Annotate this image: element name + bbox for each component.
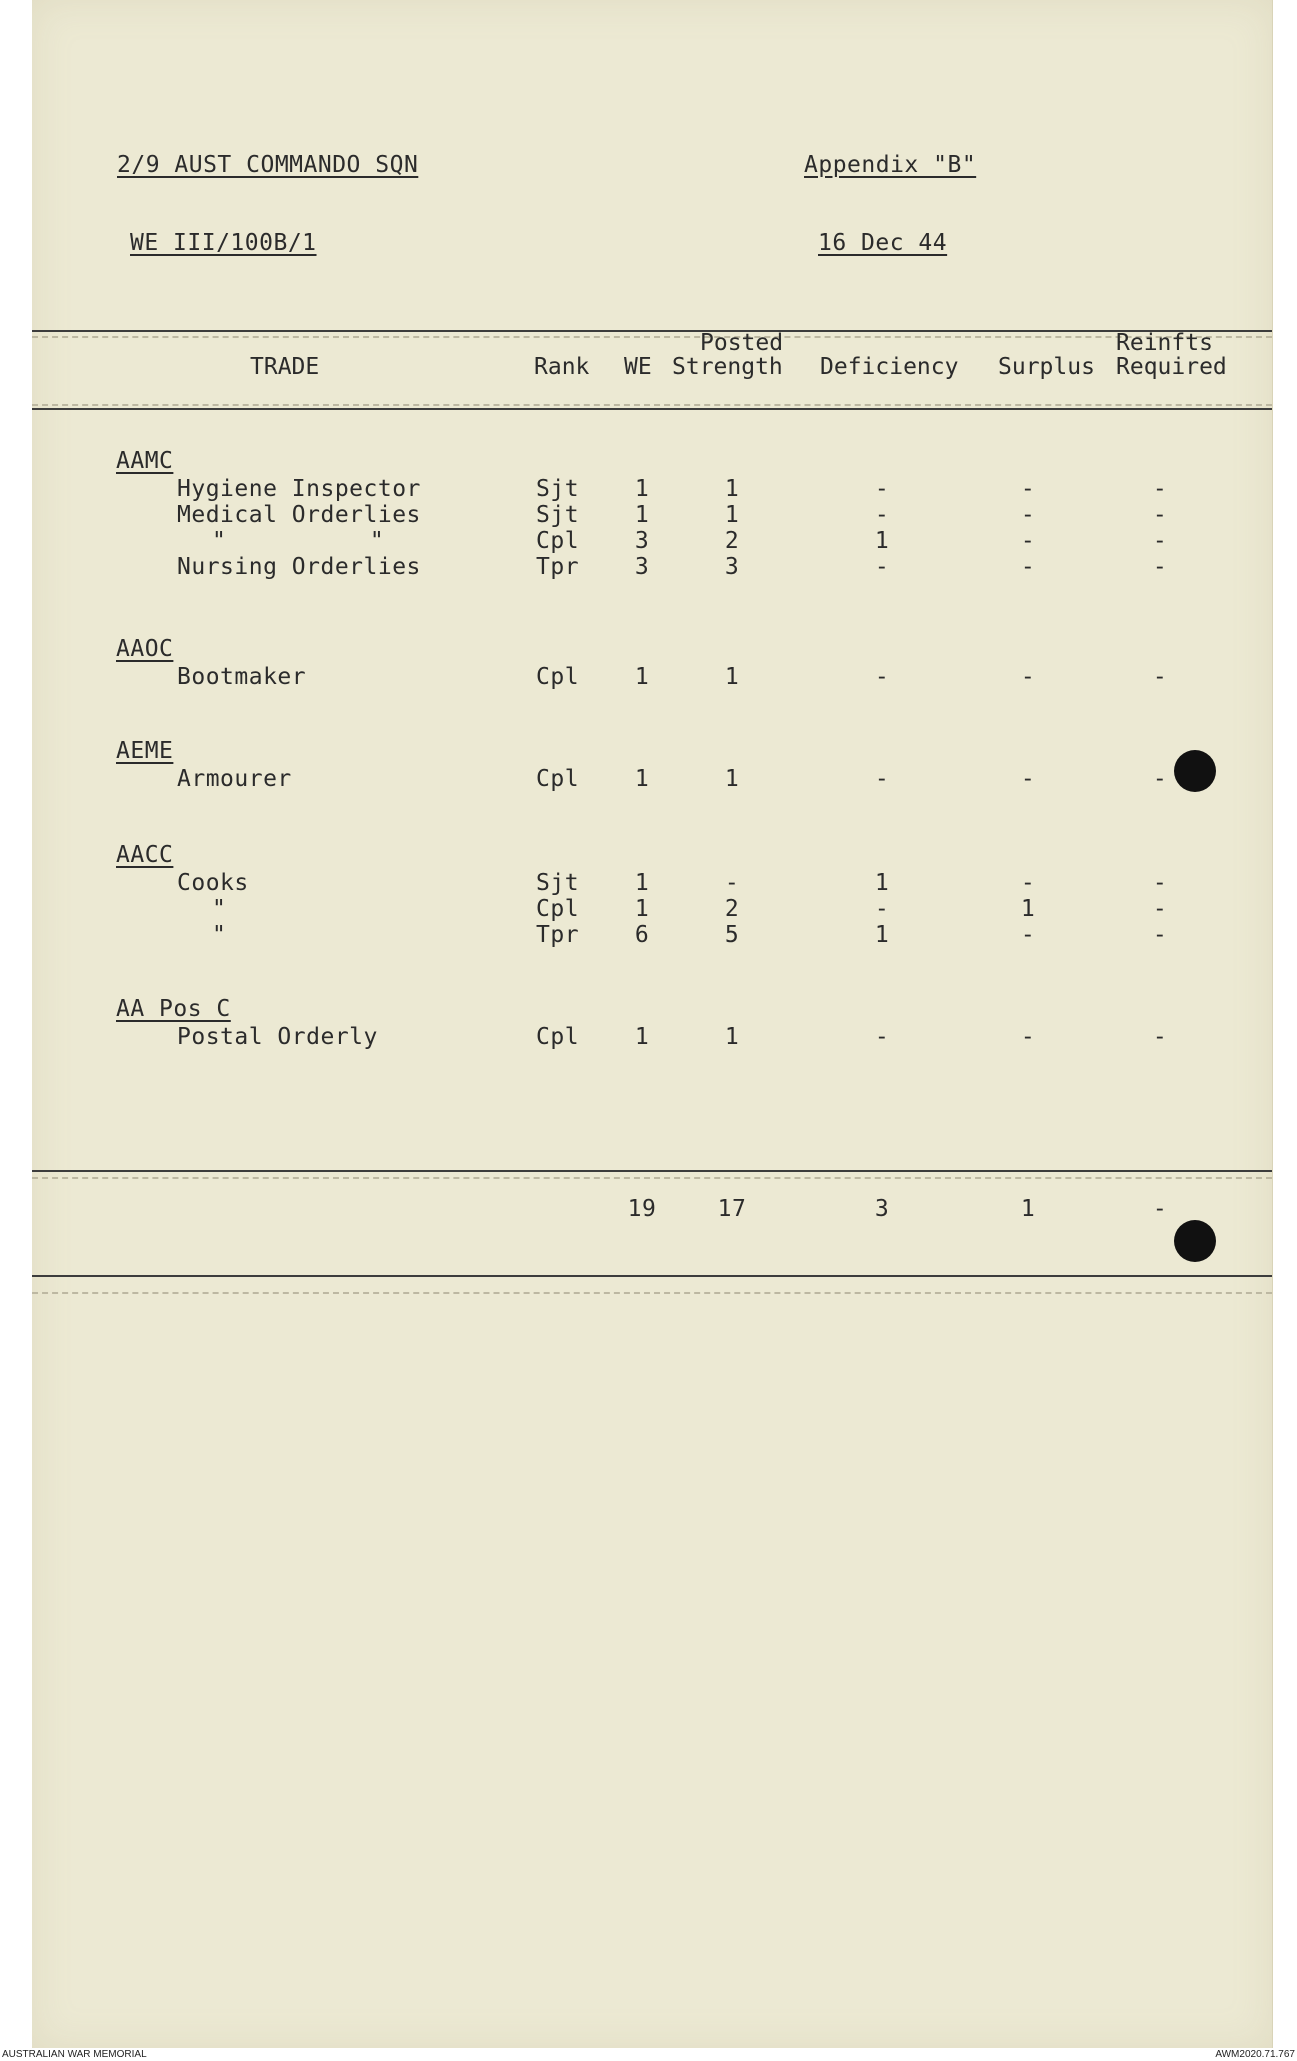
cell-posted: 3 [724, 554, 740, 580]
cell-reinfts: - [1152, 922, 1168, 948]
cell-surplus: - [1020, 528, 1036, 554]
cell-surplus: - [1020, 502, 1036, 528]
col-trade: TRADE [250, 354, 320, 380]
group-heading: AEME [116, 738, 174, 764]
cell-posted: 1 [724, 502, 740, 528]
punch-hole [1174, 750, 1216, 792]
cell-deficiency: - [874, 476, 890, 502]
cell-trade: Bootmaker [177, 664, 307, 690]
cell-deficiency: - [874, 554, 890, 580]
col-reinfts-bottom: Required [1116, 354, 1227, 380]
cell-surplus: - [1020, 766, 1036, 792]
cell-surplus: - [1020, 870, 1036, 896]
totals-bottom-dots [32, 1292, 1272, 1294]
cell-we: 3 [634, 554, 650, 580]
cell-deficiency: - [874, 1024, 890, 1050]
cell-trade: " " [212, 528, 385, 554]
col-posted-bottom: Strength [672, 354, 783, 380]
reference-number: WE III/100B/1 [130, 230, 317, 256]
cell-we: 1 [634, 766, 650, 792]
cell-rank: Tpr [536, 554, 580, 580]
punch-hole [1174, 1220, 1216, 1262]
cell-posted: 1 [724, 1024, 740, 1050]
cell-deficiency: - [874, 896, 890, 922]
cell-rank: Sjt [536, 476, 580, 502]
total-deficiency: 3 [874, 1196, 890, 1222]
cell-rank: Cpl [536, 766, 580, 792]
cell-surplus: 1 [1020, 896, 1036, 922]
totals-top-dots [32, 1177, 1272, 1179]
cell-trade: Armourer [177, 766, 292, 792]
total-we: 19 [627, 1196, 657, 1222]
cell-reinfts: - [1152, 554, 1168, 580]
cell-trade: Cooks [177, 870, 249, 896]
cell-rank: Cpl [536, 528, 580, 554]
cell-posted: 1 [724, 664, 740, 690]
cell-deficiency: 1 [874, 922, 890, 948]
group-heading: AACC [116, 842, 174, 868]
footer-credit: AUSTRALIAN WAR MEMORIAL [2, 2049, 147, 2060]
cell-posted: 1 [724, 766, 740, 792]
header-top-dots [32, 336, 1272, 338]
total-reinfts: - [1152, 1196, 1168, 1222]
cell-deficiency: - [874, 664, 890, 690]
cell-reinfts: - [1152, 1024, 1168, 1050]
cell-rank: Tpr [536, 922, 580, 948]
cell-trade: " [212, 896, 227, 922]
cell-deficiency: - [874, 502, 890, 528]
footer-accession: AWM2020.71.767 [1215, 2049, 1295, 2060]
cell-deficiency: - [874, 766, 890, 792]
group-heading: AA Pos C [116, 996, 231, 1022]
cell-trade: Postal Orderly [177, 1024, 378, 1050]
cell-deficiency: 1 [874, 528, 890, 554]
cell-reinfts: - [1152, 870, 1168, 896]
cell-posted: 2 [724, 896, 740, 922]
cell-reinfts: - [1152, 502, 1168, 528]
document-date: 16 Dec 44 [818, 230, 948, 256]
cell-surplus: - [1020, 1024, 1036, 1050]
cell-rank: Sjt [536, 870, 580, 896]
unit-title: 2/9 AUST COMMANDO SQN [117, 152, 419, 178]
document-page [32, 0, 1273, 2048]
cell-rank: Cpl [536, 664, 580, 690]
total-posted: 17 [717, 1196, 747, 1222]
cell-we: 6 [634, 922, 650, 948]
group-heading: AAOC [116, 636, 174, 662]
cell-surplus: - [1020, 664, 1036, 690]
cell-rank: Cpl [536, 1024, 580, 1050]
totals-top-rule [32, 1170, 1272, 1172]
col-rank: Rank [534, 354, 590, 380]
cell-trade: Medical Orderlies [177, 502, 421, 528]
cell-we: 1 [634, 1024, 650, 1050]
cell-posted: 2 [724, 528, 740, 554]
header-bottom-dots [32, 404, 1272, 406]
cell-posted: - [724, 870, 740, 896]
col-reinfts-top: Reinfts [1116, 330, 1213, 356]
cell-surplus: - [1020, 922, 1036, 948]
cell-reinfts: - [1152, 664, 1168, 690]
cell-reinfts: - [1152, 766, 1168, 792]
cell-we: 1 [634, 664, 650, 690]
cell-trade: " [212, 922, 227, 948]
cell-we: 1 [634, 870, 650, 896]
total-surplus: 1 [1020, 1196, 1036, 1222]
header-bottom-rule [32, 408, 1272, 410]
appendix-label: Appendix "B" [804, 152, 977, 178]
cell-reinfts: - [1152, 896, 1168, 922]
col-surplus: Surplus [998, 354, 1095, 380]
col-we: WE [624, 354, 652, 380]
cell-rank: Sjt [536, 502, 580, 528]
group-heading: AAMC [116, 448, 174, 474]
cell-posted: 5 [724, 922, 740, 948]
cell-we: 3 [634, 528, 650, 554]
cell-reinfts: - [1152, 476, 1168, 502]
cell-we: 1 [634, 502, 650, 528]
cell-rank: Cpl [536, 896, 580, 922]
cell-we: 1 [634, 896, 650, 922]
cell-posted: 1 [724, 476, 740, 502]
header-top-rule [32, 330, 1272, 332]
col-posted-top: Posted [700, 330, 784, 356]
cell-reinfts: - [1152, 528, 1168, 554]
cell-trade: Hygiene Inspector [177, 476, 421, 502]
cell-trade: Nursing Orderlies [177, 554, 421, 580]
cell-we: 1 [634, 476, 650, 502]
cell-deficiency: 1 [874, 870, 890, 896]
col-deficiency: Deficiency [820, 354, 959, 380]
totals-bottom-rule [32, 1275, 1272, 1277]
cell-surplus: - [1020, 476, 1036, 502]
cell-surplus: - [1020, 554, 1036, 580]
